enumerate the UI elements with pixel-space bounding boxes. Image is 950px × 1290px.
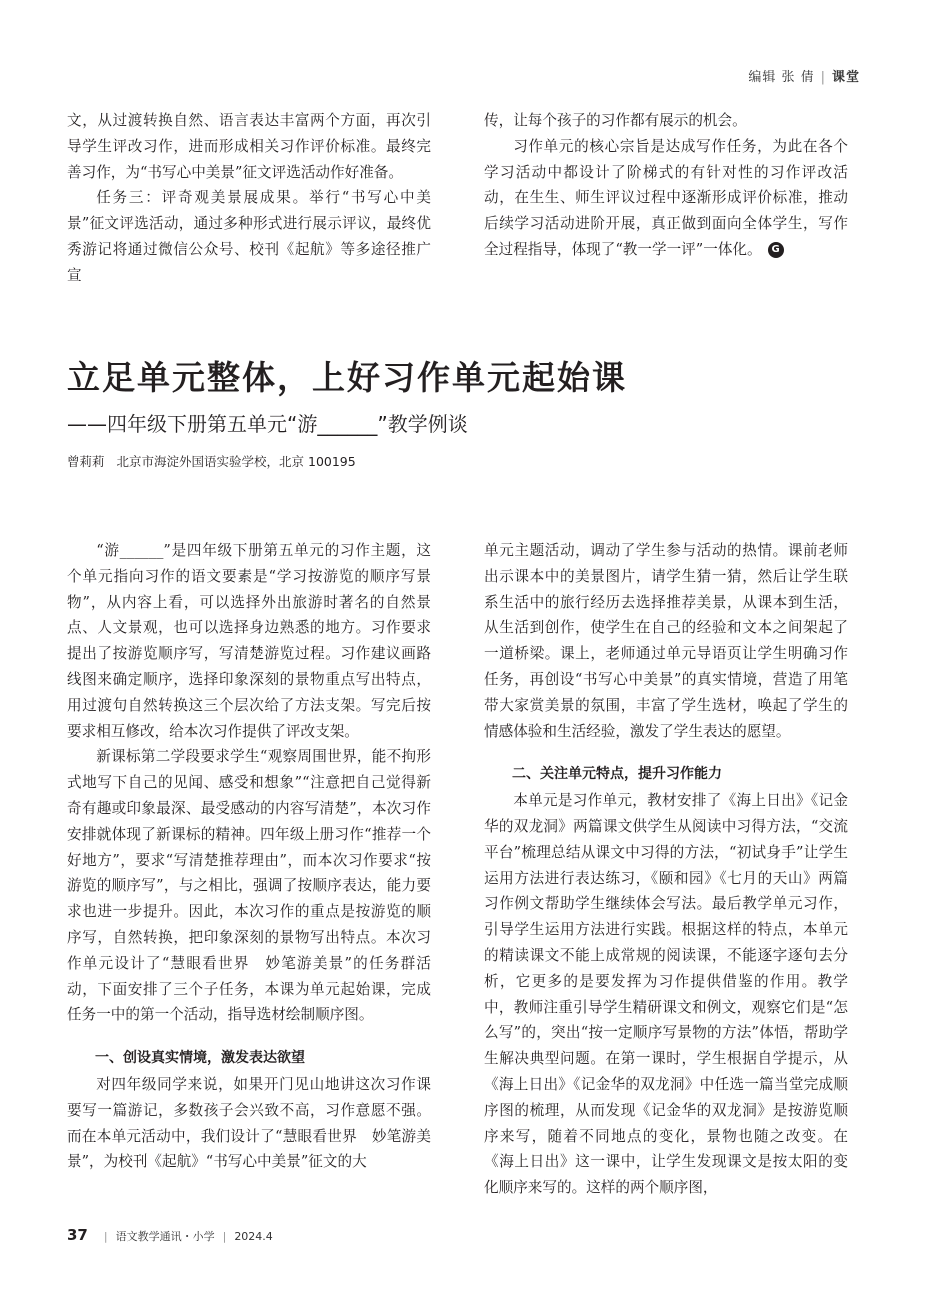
author-name: 曾莉莉: [67, 454, 105, 469]
body-column-2: [484, 538, 848, 1201]
prev-paragraph: 任务三：评奇观美景展成果。举行“书写心中美景”征文评选活动，通过多种形式进行展示评议，最终优秀游记将通过微信公众号、校刊《起航》等多途径推广宣: [67, 189, 431, 284]
author-line: [67, 452, 356, 470]
prev-paragraph-last: [484, 134, 848, 263]
page-header: [748, 66, 860, 85]
prev-paragraph: 文，从过渡转换自然、语言表达丰富两个方面，再次引导学生评改习作，进而形成相关习作评价标准。最终完善习作，为“书写心中美景”征文评选活动作好准备。: [67, 112, 431, 181]
journal-name: 语文教学通讯・小学: [115, 1230, 215, 1243]
section-heading-1: 一、创设真实情境，激发表达欲望: [95, 1050, 305, 1067]
header-divider: |: [820, 70, 826, 85]
prev-paragraph-text: 习作单元的核心宗旨是达成写作任务，为此在各个学习活动中都设计了阶梯式的有针对性的习作评改活动，在生生、师生评议过程中逐渐形成评价标准，推动后续学习活动进阶开展，真正做到面向全体学生，写作全过程指导，体现了“教一学一评”一体化。: [484, 137, 848, 258]
prev-article-column-1: [67, 108, 431, 289]
body-paragraph: 本单元是习作单元，教材安排了《海上日出》《记金华的双龙洞》两篇课文供学生从阅读中习得方法，“交流平台”梳理总结从课文中习得的方法，“初试身手”让学生运用方法进行表达练习，《颐和园》《七月的天山》两篇习作例文帮助学生继续体会写法。最后教学单元习作，引导学生运用方法进行实践。根据这样的特点，本单元的精读课文不能上成常规的阅读课，不能逐字逐句去分析，它更多的是要发挥为习作提供借鉴的作用。教学中，教师注重引导学生精研课文和例文，观察它们是“怎么写”的，突出“按一定顺序写景物的方法”体悟，帮助学生解决典型问题。在第一课时，学生根据自学提示，从《海上日出》《记金华的双龙洞》中任选一篇当堂完成顺序图的梳理，从而发现《记金华的双龙洞》是按游览顺序来写，随着不同地点的变化，景物也随之改变。在《海上日出》这一课中，让学生发现课文是按太阳的变化顺序来写的。这样的两个顺序图，: [484, 792, 848, 1197]
body-paragraph: 新课标第二学段要求学生“观察周围世界，能不拘形式地写下自己的见闻、感受和想象”“注意把自己觉得新奇有趣或印象最深、最受感动的内容写清楚”，本次习作安排就体现了新课标的精神。四年级上册习作“推荐一个好地方”，要求“写清楚推荐理由”，而本次习作要求“按游览的顺序写”，与之相比，强调了按顺序表达，能力要求也进一步提升。因此，本次习作的重点是按游览的顺序写，自然转换，把印象深刻的景物写出特点。本次习作单元设计了“慧眼看世界 妙笔游美景”的任务群活动，下面安排了三个子任务，本课为单元起始课，完成任务一中的第一个活动，指导选材绘制顺序图。: [67, 748, 431, 1024]
article-title: 立足单元整体，上好习作单元起始课: [67, 358, 627, 397]
prev-paragraph: 传，让每个孩子的习作都有展示的机会。: [484, 112, 747, 129]
editor-credit: 编辑 张 倩: [748, 70, 815, 85]
body-paragraph: 单元主题活动，调动了学生参与活动的热情。课前老师出示课本中的美景图片，请学生猜一猜，然后让学生联系生活中的旅行经历去选择推荐美景，从课本到生活，从生活到创作，使学生在自己的经验和文本之间架起了一道桥梁。课上，老师通过单元导语页让学生明确习作任务，再创设“书写心中美景”的真实情境，营造了用笔带大家赏美景的氛围，丰富了学生选材，唤起了学生的情感体验和生活经验，激发了学生表达的愿望。: [484, 542, 848, 740]
body-paragraph: “游______”是四年级下册第五单元的习作主题，这个单元指向习作的语文要素是“学习按游览的顺序写景物”，从内容上看，可以选择外出旅游时著名的自然景点、人文景观，也可以选择身边熟悉的地方。习作要求提出了按游览顺序写，写清楚游览过程。习作建议画路线图来确定顺序，选择印象深刻的景物重点写出特点，用过渡句自然转换这三个层次给了方法支架。写完后按要求相互修改，给本次习作提供了评改支架。: [67, 542, 431, 740]
footer-divider: |: [222, 1230, 227, 1243]
body-column-1: [67, 538, 431, 1175]
author-affiliation: 北京市海淀外国语实验学校，北京 100195: [116, 454, 356, 469]
footer-divider: |: [103, 1230, 108, 1243]
section-heading-2: 二、关注单元特点，提升习作能力: [512, 766, 722, 783]
page-number: 37: [67, 1226, 88, 1244]
section-label: 课堂: [831, 70, 860, 85]
page-footer: [67, 1226, 273, 1244]
issue-number: 2024.4: [234, 1230, 273, 1243]
prev-article-column-2: [484, 108, 848, 263]
body-paragraph: 对四年级同学来说，如果开门见山地讲这次习作课要写一篇游记，多数孩子会兴致不高，习作意愿不强。而在本单元活动中，我们设计了“慧眼看世界 妙笔游美景”，为校刊《起航》“书写心中美景”征文的大: [67, 1075, 431, 1171]
article-subtitle: ——四年级下册第五单元“游______”教学例谈: [67, 412, 468, 436]
end-mark-icon: G: [768, 242, 784, 258]
